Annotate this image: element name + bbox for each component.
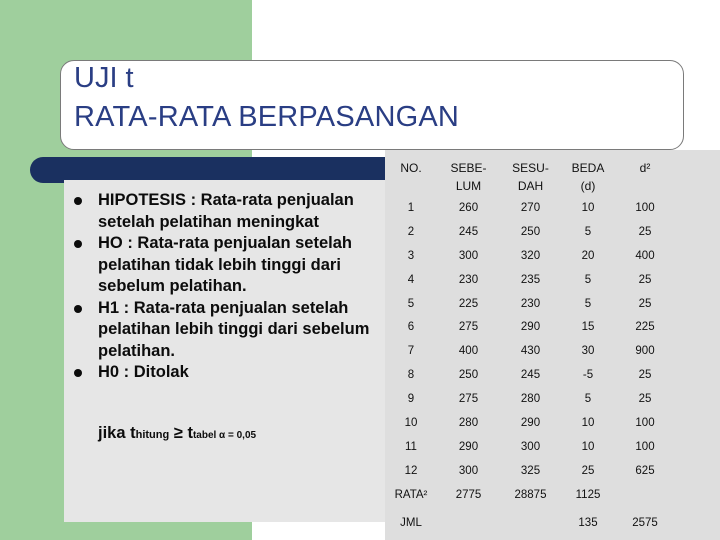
cell-sebelum: 260	[458, 202, 479, 214]
cell-d-squared	[615, 485, 675, 509]
cell-beda: 10	[581, 417, 595, 430]
cell-beda: 25	[581, 464, 595, 477]
cell-d-squared: 25	[638, 369, 652, 382]
cell-sebelum: 300	[458, 464, 479, 477]
cell-no: 12	[404, 464, 418, 477]
cell-no: 11	[405, 440, 417, 453]
cell-no: 2	[407, 225, 415, 238]
table-row	[385, 198, 675, 222]
cell-sesudah: 320	[520, 249, 541, 262]
cell-beda: 20	[581, 249, 595, 262]
cell-beda: 5	[584, 273, 592, 286]
cell-d-squared: 25	[638, 297, 652, 310]
paired-data-table	[385, 152, 675, 539]
cell-d-squared: 900	[635, 345, 655, 358]
header-beda: BEDA (d)	[571, 161, 605, 193]
cell-no: 5	[407, 297, 415, 310]
cell-beda: 5	[584, 297, 592, 310]
cell-d-squared: 225	[635, 321, 655, 334]
bullet-item: HO : Rata-rata penjualan setelah pelatihan tidak lebih tinggi dari sebelum pelatihan.	[72, 233, 388, 298]
bullet-icon	[74, 197, 82, 205]
header-sebelum: SEBE- LUM	[450, 161, 487, 193]
cell-no: 8	[407, 369, 415, 382]
header-no: NO.	[400, 161, 422, 175]
cell-no: 6	[407, 321, 415, 334]
cell-sesudah: 230	[520, 297, 541, 310]
bullet-list	[72, 190, 388, 384]
cell-sesudah: 290	[520, 417, 541, 430]
cell-no: 1	[407, 202, 415, 214]
cell-d-squared: 625	[635, 464, 655, 477]
bullet-icon	[74, 305, 82, 313]
table-row	[385, 389, 675, 413]
cell-sebelum: 225	[458, 297, 479, 310]
cell-no: JML	[400, 516, 422, 529]
cell-sebelum: 245	[458, 225, 479, 238]
table-row	[385, 365, 675, 389]
cell-sebelum	[437, 509, 500, 539]
cell-sesudah: 430	[520, 345, 541, 358]
cell-d-squared: 2575	[632, 516, 658, 529]
header-sesudah: SESU- DAH	[512, 161, 549, 193]
table-row	[385, 317, 675, 341]
cell-sebelum: 275	[458, 393, 479, 406]
cell-sebelum: 280	[458, 417, 479, 430]
cell-no: RATA²	[394, 488, 428, 501]
cell-sesudah: 270	[520, 202, 541, 214]
cell-beda: 30	[581, 345, 595, 358]
table-row	[385, 485, 675, 509]
slide-subtitle: RATA-RATA BERPASANGAN	[74, 101, 460, 133]
cell-beda: 10	[581, 202, 595, 214]
cell-sebelum: 300	[458, 249, 479, 262]
bullet-item: H0 : Ditolak	[72, 362, 388, 384]
table-row	[385, 222, 675, 246]
cell-beda: 5	[584, 225, 592, 238]
cell-beda: 135	[578, 516, 598, 529]
cell-no: 10	[404, 417, 418, 430]
table-row	[385, 270, 675, 294]
bullet-icon	[74, 240, 82, 248]
table-header-row	[385, 152, 675, 198]
cell-sesudah: 280	[520, 393, 541, 406]
cell-sebelum: 275	[458, 321, 479, 334]
cell-beda: 5	[584, 393, 592, 406]
cell-d-squared: 100	[635, 417, 655, 430]
table-row	[385, 246, 675, 270]
cell-sebelum: 250	[458, 369, 479, 382]
table-row	[385, 461, 675, 485]
cell-sesudah: 235	[520, 273, 541, 286]
bullet-icon	[74, 369, 82, 377]
cell-sesudah: 325	[520, 464, 541, 477]
cell-beda: -5	[582, 369, 594, 382]
bullet-item: HIPOTESIS : Rata-rata penjualan setelah pelatihan meningkat	[72, 190, 388, 233]
cell-no: 4	[407, 273, 415, 286]
cell-beda: 1125	[575, 488, 601, 501]
cell-sebelum: 230	[458, 273, 479, 286]
cell-beda: 15	[581, 321, 595, 334]
cell-sesudah: 245	[520, 369, 541, 382]
cell-beda: 10	[581, 440, 595, 453]
table-row	[385, 294, 675, 318]
cell-sebelum: 400	[458, 345, 479, 358]
header-d-squared: d²	[639, 161, 651, 175]
cell-sebelum: 290	[458, 440, 479, 453]
cell-sesudah: 300	[520, 440, 541, 453]
table-row	[385, 413, 675, 437]
cell-sesudah	[500, 509, 561, 539]
cell-d-squared: 400	[635, 249, 655, 262]
cell-no: 9	[407, 393, 415, 406]
table-row	[385, 341, 675, 365]
cell-sesudah: 250	[520, 225, 541, 238]
cell-no: 3	[407, 249, 415, 262]
cell-d-squared: 25	[638, 225, 652, 238]
bullet-item: H1 : Rata-rata penjualan setelah pelatihan lebih tinggi dari sebelum pelatihan.	[72, 298, 388, 363]
slide-title: UJI t	[74, 62, 134, 94]
cell-sesudah: 290	[520, 321, 541, 334]
cell-d-squared: 25	[638, 393, 652, 406]
decision-rule: jika thitung ≥ ttabel α = 0,05	[98, 424, 257, 442]
cell-d-squared: 100	[635, 202, 655, 214]
cell-no: 7	[407, 345, 415, 358]
cell-d-squared: 25	[638, 273, 652, 286]
table-row	[385, 509, 675, 539]
table-row	[385, 437, 675, 461]
cell-sebelum: 2775	[455, 488, 482, 501]
cell-d-squared: 100	[635, 440, 655, 453]
cell-sesudah: 28875	[514, 488, 547, 501]
